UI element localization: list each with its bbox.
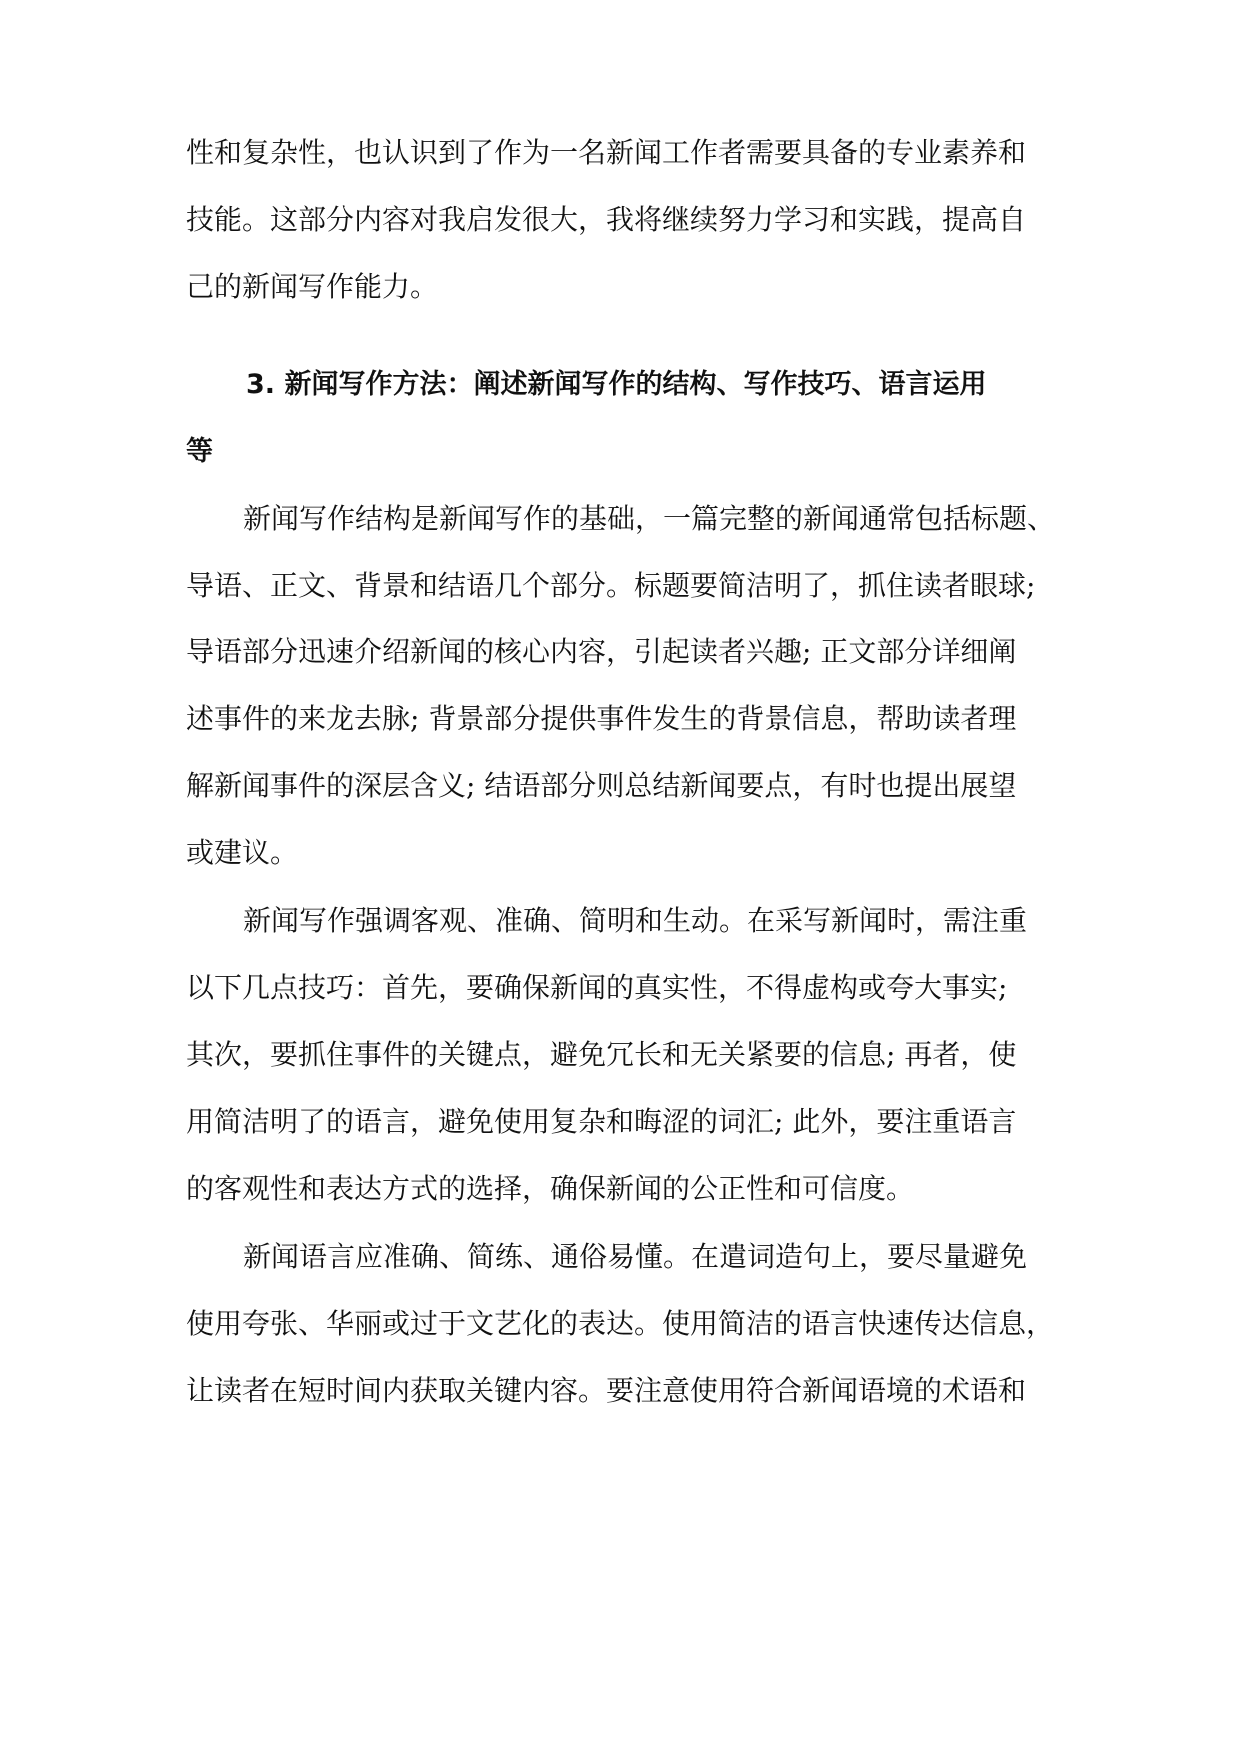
text-line: 的客观性和表达方式的选择，确保新闻的公正性和可信度。 [186, 1172, 915, 1205]
text-line: 技能。这部分内容对我启发很大，我将继续努力学习和实践，提高自 [186, 203, 1027, 236]
heading-line: 等 [186, 436, 213, 467]
text-line: 性和复杂性，也认识到了作为一名新闻工作者需要具备的专业素养和 [186, 136, 1027, 169]
text-line: 导语、正文、背景和结语几个部分。标题要简洁明了，抓住读者眼球; [186, 569, 1036, 602]
text-line: 新闻语言应准确、简练、通俗易懂。在遣词造句上，要尽量避免 [243, 1240, 1028, 1273]
text-line: 用简洁明了的语言，避免使用复杂和晦涩的词汇; 此外，要注重语言 [186, 1105, 1017, 1138]
text-line: 己的新闻写作能力。 [186, 270, 439, 303]
text-line: 新闻写作强调客观、准确、简明和生动。在采写新闻时，需注重 [243, 904, 1028, 937]
text-line: 导语部分迅速介绍新闻的核心内容，引起读者兴趣; 正文部分详细阐 [186, 635, 1017, 668]
text-line: 其次，要抓住事件的关键点，避免冗长和无关紧要的信息; 再者，使 [186, 1038, 1017, 1071]
heading-line: 3. 新闻写作方法：阐述新闻写作的结构、写作技巧、语言运用 [246, 369, 987, 400]
text-line: 让读者在短时间内获取关键内容。要注意使用符合新闻语境的术语和 [186, 1374, 1027, 1407]
text-line: 以下几点技巧：首先，要确保新闻的真实性，不得虚构或夸大事实; [186, 971, 1008, 1004]
text-line: 或建议。 [186, 836, 299, 869]
text-line: 述事件的来龙去脉; 背景部分提供事件发生的背景信息，帮助读者理 [186, 702, 1017, 735]
text-line: 使用夸张、华丽或过于文艺化的表达。使用简洁的语言快速传达信息， [186, 1307, 1055, 1340]
text-line: 解新闻事件的深层含义; 结语部分则总结新闻要点，有时也提出展望 [186, 769, 1017, 802]
text-line: 新闻写作结构是新闻写作的基础，一篇完整的新闻通常包括标题、 [243, 502, 1056, 535]
